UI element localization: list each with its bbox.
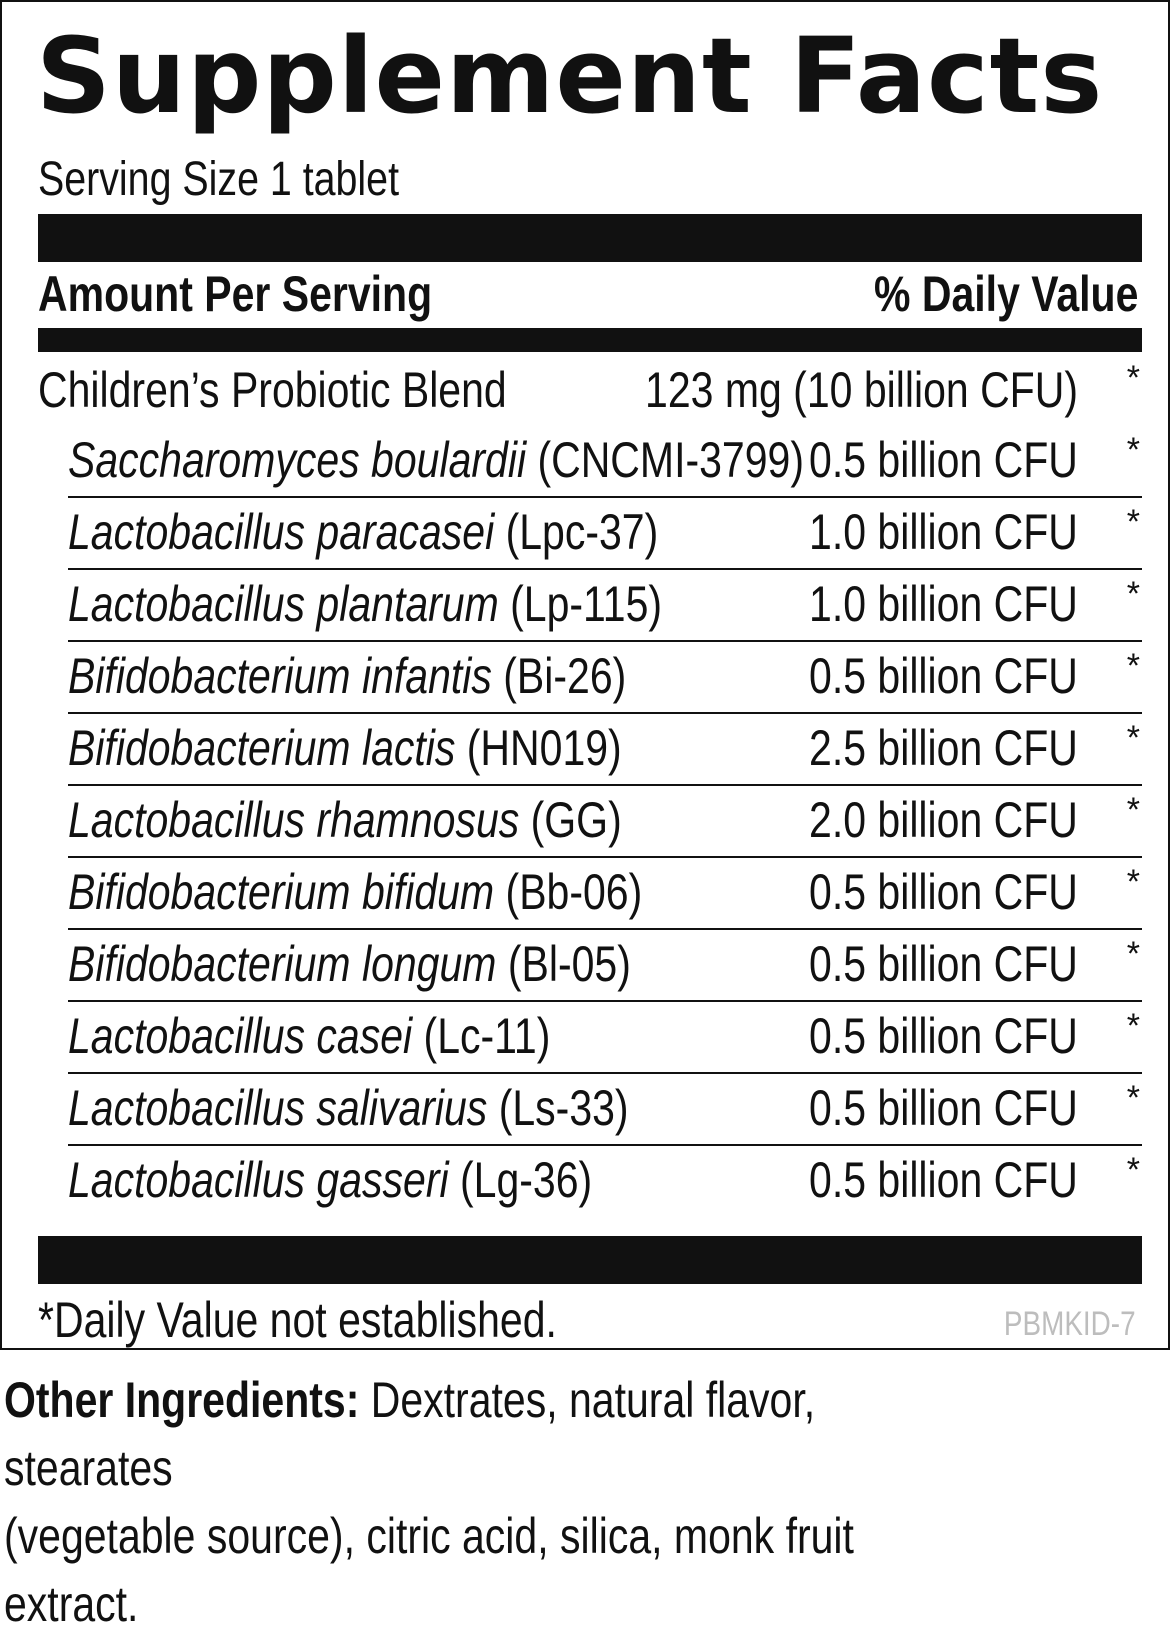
ingredient-amount: 0.5 billion CFU [809,936,1078,992]
ingredient-amount: 0.5 billion CFU [809,1080,1078,1136]
blend-amount: 123 mg (10 billion CFU) [645,362,1078,418]
ingredient-name [68,788,622,852]
ingredient-amount: 0.5 billion CFU [809,1152,1078,1208]
table-row [68,640,1142,712]
table-row [68,1072,1142,1144]
ingredient-list [68,426,1142,1216]
ingredient-daily-value: * [1126,647,1140,685]
species-name: Bifidobacterium lactis [68,720,456,776]
species-name: Bifidobacterium bifidum [68,864,495,920]
species-name: Lactobacillus plantarum [68,576,499,632]
ingredient-daily-value: * [1126,791,1140,829]
ingredient-amount: 0.5 billion CFU [809,1008,1078,1064]
blend-daily-value: * [1126,359,1140,397]
other-ingredients-text-1: Dextrates, natural flavor, stearates [4,1372,816,1496]
strain-code: (Lg-36) [448,1152,593,1208]
strain-code: (CNCMI-3799) [526,432,804,488]
ingredient-amount: 0.5 billion CFU [809,864,1078,920]
species-name: Lactobacillus paracasei [68,504,495,560]
strain-code: (Ls-33) [487,1080,629,1136]
ingredient-daily-value: * [1126,575,1140,613]
other-ingredients [4,1366,988,1638]
species-name: Lactobacillus gasseri [68,1152,449,1208]
ingredient-name [68,716,622,780]
other-ingredients-line-2: (vegetable source), citric acid, silica, monk fruit extract. [4,1508,854,1632]
table-row [68,426,1142,496]
ingredient-daily-value: * [1126,863,1140,901]
table-row [68,856,1142,928]
product-code: PBMKID-7 [1004,1305,1136,1343]
species-name: Lactobacillus salivarius [68,1080,488,1136]
ingredient-name [68,1004,550,1068]
other-ingredients-label: Other Ingredients: [4,1372,360,1428]
ingredient-amount: 1.0 billion CFU [809,576,1078,632]
table-row [68,1144,1142,1216]
ingredient-daily-value: * [1126,1007,1140,1045]
ingredient-amount: 2.0 billion CFU [809,792,1078,848]
strain-code: (Bb-06) [494,864,643,920]
ingredient-amount: 0.5 billion CFU [809,648,1078,704]
ingredient-daily-value: * [1126,503,1140,541]
daily-value-footnote: *Daily Value not established. [38,1292,557,1348]
ingredient-name [68,860,642,924]
table-row [68,1000,1142,1072]
ingredient-name [68,644,626,708]
ingredient-daily-value: * [1126,1079,1140,1117]
ingredient-daily-value: * [1126,431,1140,469]
species-name: Lactobacillus casei [68,1008,413,1064]
ingredient-amount: 0.5 billion CFU [809,432,1078,488]
page-title: Supplement Facts [36,15,1104,137]
ingredient-amount: 2.5 billion CFU [809,720,1078,776]
table-row [68,928,1142,1000]
table-row [68,712,1142,784]
ingredient-daily-value: * [1126,935,1140,973]
strain-code: (GG) [519,792,622,848]
ingredient-name [68,500,658,564]
table-row [68,568,1142,640]
daily-value-header: % Daily Value [873,266,1138,322]
ingredient-amount: 1.0 billion CFU [809,504,1078,560]
species-name: Saccharomyces boulardii [68,432,527,488]
other-ingredients-line-1 [4,1366,988,1502]
ingredient-daily-value: * [1126,1151,1140,1189]
strain-code: (HN019) [455,720,622,776]
species-name: Bifidobacterium longum [68,936,497,992]
ingredient-name [68,572,662,636]
amount-per-serving-header: Amount Per Serving [38,266,433,322]
strain-code: (Lp-115) [498,576,663,632]
ingredient-name [68,428,804,492]
blend-row [38,358,1142,422]
species-name: Lactobacillus rhamnosus [68,792,520,848]
strain-code: (Bi-26) [491,648,627,704]
ingredient-daily-value: * [1126,719,1140,757]
bottom-divider-bar [38,1236,1142,1284]
species-name: Bifidobacterium infantis [68,648,492,704]
serving-size: Serving Size 1 tablet [38,153,400,206]
ingredient-name [68,1076,629,1140]
top-divider-bar [38,214,1142,262]
header-divider-bar [38,328,1142,352]
table-row [68,496,1142,568]
strain-code: (Lpc-37) [494,504,659,560]
ingredient-name [68,1148,592,1212]
ingredient-name [68,932,631,996]
blend-name: Children’s Probiotic Blend [38,362,507,418]
strain-code: (Bl-05) [496,936,631,992]
strain-code: (Lc-11) [412,1008,551,1064]
table-row [68,784,1142,856]
